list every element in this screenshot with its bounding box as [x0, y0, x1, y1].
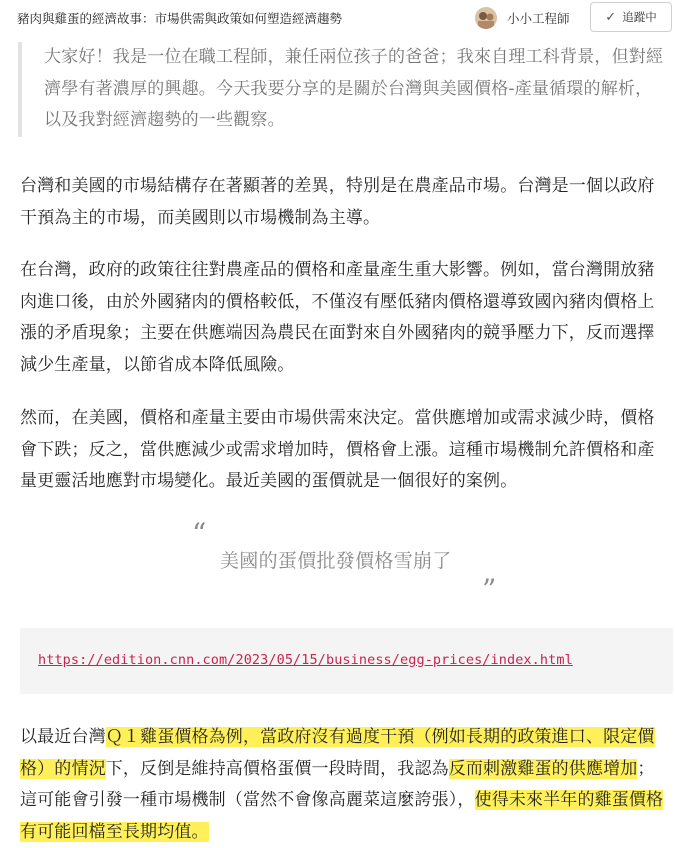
- paragraph-taiwan-policy: 在台灣，政府的政策往往對農產品的價格和產量產生重大影響。例如，當台灣開放豬肉進口後，由於外國豬肉的價格較低，不僅沒有壓低豬肉價格還導致國內豬肉價格上漲的矛盾現象；主要在供應端因為農民在面對來自外國豬肉的競爭壓力下，反而選擇減少生產量，以節省成本降低風險。: [20, 260, 655, 375]
- highlighted-text[interactable]: 使得未來半年的雞蛋價格有可能回檔至長期均值。: [20, 790, 664, 842]
- highlighted-text[interactable]: Ｑ１雞蛋價格為例，當政府沒有過度干預（例如長期的政策進口、限定價格）的情況: [20, 727, 655, 779]
- author-name[interactable]: 小小工程師: [507, 11, 570, 26]
- close-quote-mark: ”: [482, 573, 497, 606]
- paragraph-us-market: 然而，在美國，價格和產量主要由市場供需來決定。當供應增加或需求減少時，價格會下跌；反之，當供應減少或需求增加時，價格會上漲。這種市場機制允許價格和產量更靈活地應對市場變化。最近美國的蛋價就是一個很好的案例。: [20, 408, 655, 491]
- cnn-egg-prices-link[interactable]: https://edition.cnn.com/2023/05/15/business/egg-prices/index.html: [38, 652, 573, 668]
- top-bar: [0, 0, 675, 36]
- text-segment: ；這可能會引發一種市場機制（當然不會像高麗菜這麼誇張），: [20, 758, 655, 810]
- intro-blockquote: 大家好！我是一位在職工程師，兼任兩位孩子的爸爸；我來自理工科背景，但對經濟學有著濃厚的興趣。今天我要分享的是關於台灣與美國價格-產量循環的解析，以及我對經濟趨勢的一些觀察。: [18, 42, 668, 137]
- code-block: [20, 628, 673, 694]
- article-title: 豬肉與雞蛋的經濟故事：市場供需與政策如何塑造經濟趨勢: [17, 11, 343, 26]
- paragraph-taiwan-eggs: [20, 722, 665, 848]
- highlighted-text[interactable]: 反而刺激雞蛋的供應增加: [448, 758, 638, 779]
- author-avatar[interactable]: [475, 7, 497, 29]
- text-segment: 以最近台灣: [20, 727, 106, 747]
- text-segment: 下，反倒是維持高價格蛋價一段時間，我認為: [105, 758, 449, 779]
- follow-label: 追蹤中: [622, 10, 657, 24]
- pull-quote-text: 美國的蛋價批發價格雪崩了: [220, 550, 452, 572]
- paragraph-market-structure: 台灣和美國的市場結構存在著顯著的差異，特別是在農產品市場。台灣是一個以政府干預為主的市場，而美國則以市場機制為主導。: [20, 176, 655, 228]
- open-quote-mark: “: [192, 517, 207, 550]
- check-icon: ✓: [605, 9, 617, 25]
- follow-button[interactable]: [590, 2, 672, 32]
- pull-quote: [190, 517, 510, 606]
